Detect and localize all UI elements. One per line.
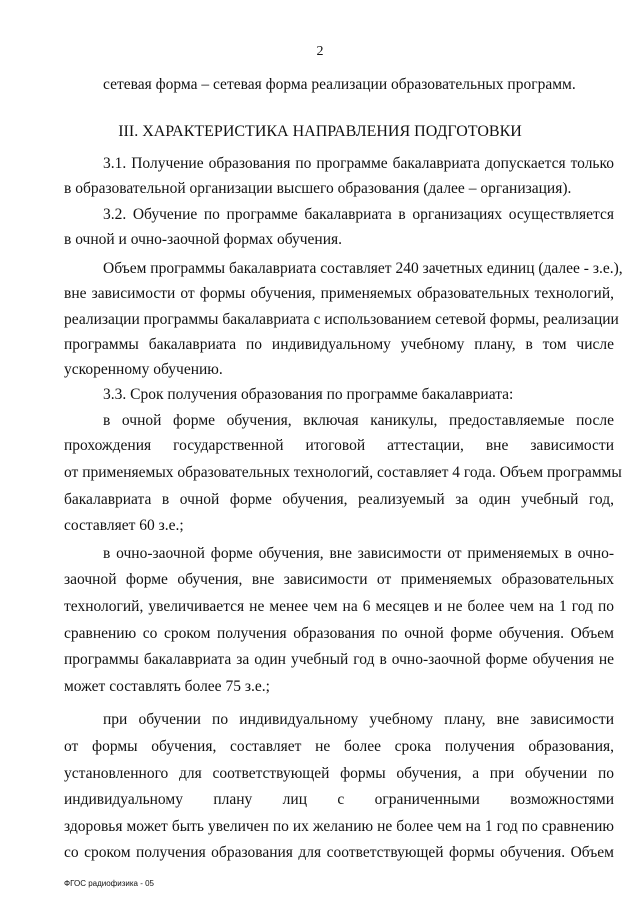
section-heading: III. ХАРАКТЕРИСТИКА НАПРАВЛЕНИЯ ПОДГОТОВКИ	[118, 123, 522, 140]
text-line: 3.3. Срок получения образования по программе бакалавриата:	[103, 386, 514, 403]
text-line: бакалавриата в очной форме обучения, реализуемый за один учебный год,	[64, 491, 614, 508]
text-line: установленного для соответствующей формы обучения, а при обучении по	[64, 765, 614, 782]
text-line: программы бакалавриата по индивидуальному учебному плану, в том числе	[64, 336, 614, 353]
text-line: в очной форме обучения, включая каникулы, предоставляемые после	[103, 412, 614, 429]
text-line: программы бакалавриата за один учебный год в очно-заочной форме обучения не	[64, 651, 614, 668]
text-line: при обучении по индивидуальному учебному плану, вне зависимости	[103, 711, 614, 728]
text-line: может составлять более 75 з.е.;	[64, 678, 270, 695]
text-line: здоровья может быть увеличен по их желанию не более чем на 1 год по сравнению	[64, 818, 614, 835]
text-line: составляет 60 з.е.;	[64, 517, 184, 534]
text-line: 3.1. Получение образования по программе бакалавриата допускается только	[103, 155, 614, 172]
text-line: в очно-заочной форме обучения, вне зависимости от применяемых в очно-	[103, 545, 614, 562]
text-line: от формы обучения, составляет не более срока получения образования,	[64, 738, 614, 755]
text-line: технологий, увеличивается не менее чем на 6 месяцев и не более чем на 1 год по	[64, 598, 614, 615]
text-line: Объем программы бакалавриата составляет 240 зачетных единиц (далее - з.е.),	[103, 260, 623, 277]
text-line: в очной и очно-заочной формах обучения.	[64, 231, 343, 248]
footer-code: ФГОС радиофизика - 05	[64, 879, 154, 888]
text-line: вне зависимости от формы обучения, применяемых образовательных технологий,	[64, 285, 614, 302]
text-line: прохождения государственной итоговой аттестации, вне зависимости	[64, 437, 614, 454]
text-line: сравнению со сроком получения образования по очной форме обучения. Объем	[64, 625, 614, 642]
text-line: 3.2. Обучение по программе бакалавриата в организациях осуществляется	[103, 206, 614, 223]
text-line: ускоренному обучению.	[64, 361, 223, 378]
text-line: со сроком получения образования для соответствующей формы обучения. Объем	[64, 844, 614, 861]
text-line: заочной форме обучения, вне зависимости от применяемых образовательных	[64, 571, 614, 588]
text-line: индивидуальному плану лиц с ограниченными возможностями	[64, 791, 614, 808]
text-line: от применяемых образовательных технологий, составляет 4 года. Объем программы	[64, 464, 622, 481]
text-line: в образовательной организации высшего образования (далее – организация).	[64, 180, 572, 197]
intro-line: сетевая форма – сетевая форма реализации образовательных программ.	[103, 76, 576, 93]
text-line: реализации программы бакалавриата с использованием сетевой формы, реализации	[64, 311, 619, 328]
page-number: 2	[316, 44, 324, 59]
